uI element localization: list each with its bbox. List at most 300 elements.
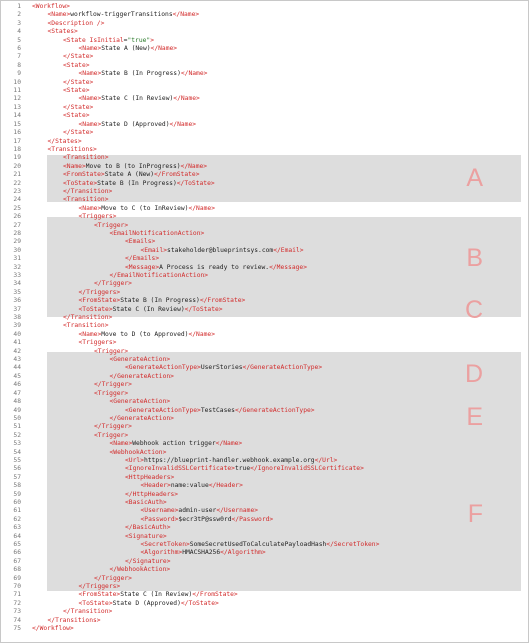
line-number: 49 [13, 406, 21, 414]
code-text [110, 440, 243, 448]
xml-tag: <Username> [140, 507, 179, 515]
code-text [125, 465, 364, 473]
xml-tag: <Name> [63, 162, 86, 170]
highlight-label-e: E [466, 403, 483, 431]
xml-text: State A (New) [101, 45, 151, 53]
code-text [63, 196, 109, 204]
code-line [1, 432, 528, 440]
xml-text: Move to D (to Approved) [101, 330, 189, 338]
xml-tag: </IgnoreInvalidSSLCertificate> [250, 465, 364, 473]
xml-text: admin-user [178, 507, 217, 515]
xml-tag: <GenerateActionType> [125, 364, 201, 372]
code-line [1, 322, 528, 330]
code-line [1, 356, 528, 364]
line-number: 14 [13, 112, 21, 120]
xml-tag: <Algorithm> [140, 549, 183, 557]
line-number: 28 [13, 229, 21, 237]
code-text [63, 112, 90, 120]
line-number: 55 [13, 456, 21, 464]
line-number: 69 [13, 574, 21, 582]
line-number: 21 [13, 171, 21, 179]
code-text [125, 364, 322, 372]
xml-tag: <Password> [140, 515, 179, 523]
code-text [125, 499, 167, 507]
line-number: 7 [17, 53, 21, 61]
code-text [125, 524, 171, 532]
highlight-label-d: D [464, 360, 483, 388]
code-line [1, 213, 528, 221]
code-text [125, 264, 307, 272]
code-line [1, 205, 528, 213]
code-text [63, 62, 90, 70]
code-text [63, 53, 93, 61]
xml-text: State B (In Progress) [120, 297, 200, 305]
code-line [1, 37, 528, 45]
xml-tag: </FromState> [154, 171, 200, 179]
code-text [63, 171, 200, 179]
code-text [141, 482, 243, 490]
line-number: 70 [13, 583, 21, 591]
xml-tag: </Transition> [63, 314, 113, 322]
code-text [125, 255, 159, 263]
xml-tag: </FromState> [199, 297, 246, 305]
xml-tag: </ToState> [180, 599, 219, 607]
xml-tag: </Triggers> [78, 583, 121, 591]
line-number: 42 [13, 347, 21, 355]
line-number: 43 [13, 356, 21, 364]
code-text [79, 45, 178, 53]
line-number: 75 [13, 625, 21, 633]
code-line [1, 95, 528, 103]
xml-text: stakeholder@blueprintsys.com [167, 246, 274, 254]
code-text [141, 541, 380, 549]
line-number: 39 [13, 322, 21, 330]
line-number: 45 [13, 372, 21, 380]
code-text [63, 104, 93, 112]
code-text [79, 205, 216, 213]
xml-tag: <FromState> [63, 171, 105, 179]
xml-tag: <Emails> [125, 238, 156, 246]
code-line [1, 339, 528, 347]
highlight-label-a: A [466, 164, 483, 192]
xml-tag: <Description /> [47, 19, 105, 27]
code-line [1, 499, 528, 507]
code-line [1, 381, 528, 389]
code-text [110, 449, 167, 457]
code-line [1, 449, 528, 457]
line-number: 59 [13, 490, 21, 498]
code-line [1, 457, 528, 465]
xml-tag: </GenerateActionType> [234, 406, 315, 414]
highlight-label-c: C [464, 296, 483, 324]
code-line [1, 491, 528, 499]
code-line [1, 230, 528, 238]
code-text [141, 507, 259, 515]
line-number: 63 [13, 524, 21, 532]
code-text [94, 423, 132, 431]
line-number: 1 [17, 3, 21, 10]
code-text [110, 566, 171, 574]
code-text [94, 348, 128, 356]
code-text [79, 339, 117, 347]
line-number: 12 [13, 95, 21, 103]
code-text [63, 322, 109, 330]
code-line [1, 575, 528, 583]
code-line [1, 331, 528, 339]
code-text [63, 163, 207, 171]
code-line [1, 3, 528, 11]
line-number: 62 [13, 515, 21, 523]
code-text [110, 230, 205, 238]
code-text [63, 79, 93, 87]
xml-tag: <Triggers> [78, 213, 117, 221]
xml-text: State C (In Review) [101, 95, 174, 103]
xml-tag: </SecretToken> [326, 541, 380, 548]
code-text [141, 247, 304, 255]
code-text [48, 11, 200, 19]
code-text [110, 272, 209, 280]
line-number: 33 [13, 272, 21, 279]
code-line [1, 297, 528, 305]
xml-text: https://blueprint-handler.webhook.example.org [143, 456, 315, 464]
line-number: 35 [13, 288, 21, 296]
line-number: 72 [13, 599, 21, 607]
code-line [1, 474, 528, 482]
code-line [1, 558, 528, 566]
line-number: 50 [13, 414, 21, 422]
xml-tag: <Name> [78, 120, 102, 128]
code-line [1, 583, 528, 591]
code-line [1, 625, 528, 633]
line-number: 44 [13, 364, 21, 372]
xml-tag: <Trigger> [94, 347, 129, 355]
code-line [1, 348, 528, 356]
code-line [1, 373, 528, 381]
code-text [48, 20, 105, 28]
xml-tag: </Message> [269, 263, 307, 271]
highlight-label-f: F [467, 500, 483, 528]
code-line [1, 423, 528, 431]
xml-tag: </GenerateActionType> [242, 364, 323, 372]
xml-tag: </HttpHeaders> [125, 490, 179, 498]
line-number: 23 [13, 187, 21, 195]
xml-tag: <Header> [140, 482, 171, 490]
line-number: 32 [13, 263, 21, 271]
xml-tag: <Transition> [63, 154, 109, 162]
code-line [1, 617, 528, 625]
xml-tag: </State> [63, 129, 94, 137]
xml-tag: </Transition> [63, 187, 113, 195]
line-number: 53 [13, 440, 21, 448]
line-number: 38 [13, 314, 21, 322]
line-number: 9 [17, 70, 21, 78]
code-text [63, 87, 90, 95]
code-text [110, 356, 171, 364]
code-line [1, 482, 528, 490]
code-line [1, 146, 528, 154]
line-number: 51 [13, 423, 21, 431]
line-number: 31 [13, 255, 21, 263]
xml-tag: <ToState> [63, 179, 98, 187]
code-text [79, 95, 200, 103]
xml-tag: </EmailNotificationAction> [109, 272, 209, 279]
code-line [1, 398, 528, 406]
xml-tag: </Transition> [63, 608, 113, 616]
xml-text: = [123, 36, 128, 44]
code-text [141, 549, 266, 557]
line-number: 22 [13, 179, 21, 187]
code-text [63, 180, 215, 188]
xml-tag: </Email> [273, 246, 304, 254]
code-text [32, 625, 74, 633]
code-text [63, 608, 112, 616]
xml-tag: <Name> [78, 95, 102, 103]
xml-tag: <State> [63, 87, 90, 95]
line-number: 6 [17, 45, 21, 53]
xml-tag: <EmailNotificationAction> [109, 229, 205, 237]
xml-text: State A (New) [104, 171, 154, 179]
line-number: 3 [17, 19, 21, 27]
code-text [63, 37, 154, 45]
code-line [1, 516, 528, 524]
line-number: 58 [13, 482, 21, 490]
code-line [1, 138, 528, 146]
xml-tag: <Name> [78, 45, 102, 53]
line-number: 48 [13, 398, 21, 406]
xml-tag: <Trigger> [94, 389, 129, 397]
code-text [125, 474, 174, 482]
line-number: 20 [13, 162, 21, 170]
code-text [79, 213, 117, 221]
xml-text: State C (In Review) [112, 305, 185, 313]
code-line [1, 415, 528, 423]
code-line [1, 70, 528, 78]
code-line [1, 196, 528, 204]
xml-text: HMACSHA256 [182, 549, 221, 557]
code-text [79, 591, 238, 599]
xml-tag: </Name> [169, 120, 197, 128]
code-text [94, 222, 128, 230]
line-number: 25 [13, 204, 21, 212]
xml-text: Move to B (to InProgress) [85, 162, 181, 170]
code-line [1, 407, 528, 415]
code-line [1, 163, 528, 171]
xml-tag: <Name> [109, 440, 133, 448]
line-number: 60 [13, 498, 21, 506]
line-number: 54 [13, 448, 21, 456]
line-number: 64 [13, 532, 21, 540]
code-line [1, 104, 528, 112]
line-number: 2 [17, 11, 21, 19]
line-number: 34 [13, 280, 21, 288]
xml-tag: </Algorithm> [220, 549, 266, 557]
code-line [1, 171, 528, 179]
xml-tag: </ToState> [176, 179, 215, 187]
xml-tag: <Name> [78, 204, 102, 212]
code-text [48, 146, 97, 154]
code-text [110, 373, 174, 381]
xml-tag: <GenerateActionType> [125, 406, 201, 414]
code-text [79, 70, 208, 78]
xml-tag: <HttpHeaders> [125, 473, 175, 481]
code-text [94, 381, 132, 389]
code-text [63, 129, 93, 137]
code-line [1, 20, 528, 28]
xml-tag: </BasicAuth> [125, 524, 171, 532]
line-number: 68 [13, 566, 21, 574]
xml-tag: </Header> [208, 482, 243, 490]
line-number: 37 [13, 305, 21, 313]
code-text [110, 398, 171, 406]
code-line [1, 280, 528, 288]
xml-tag: <ToState> [78, 599, 113, 607]
xml-tag: <States> [47, 28, 78, 36]
code-text [63, 314, 112, 322]
xml-text: UserStories [200, 364, 243, 372]
xml-tag: <Signature> [125, 532, 167, 540]
code-line [1, 62, 528, 70]
code-text [125, 457, 337, 465]
xml-tag: </State> [63, 78, 94, 86]
xml-tag: <BasicAuth> [125, 498, 167, 506]
xml-tag: </Emails> [125, 255, 160, 263]
line-number: 73 [13, 608, 21, 616]
code-line [1, 549, 528, 557]
xml-tag: <ToState> [78, 305, 113, 313]
code-line [1, 289, 528, 297]
xml-tag: </Name> [188, 204, 215, 212]
xml-tag: <Workflow> [32, 3, 70, 10]
line-number: 61 [13, 507, 21, 515]
code-text [32, 3, 70, 11]
code-line [1, 465, 528, 473]
xml-tag: </Trigger> [94, 423, 132, 431]
xml-text: State B (In Progress) [101, 70, 181, 78]
code-text [48, 617, 101, 625]
xml-tag: <Name> [47, 11, 71, 19]
code-line [1, 222, 528, 230]
line-number: 17 [13, 137, 21, 145]
code-text [79, 289, 121, 297]
code-text [94, 280, 132, 288]
code-line [1, 566, 528, 574]
line-number: 41 [13, 339, 21, 347]
line-number: 18 [13, 145, 21, 153]
code-line [1, 264, 528, 272]
code-line [1, 306, 528, 314]
xml-text: Move to C (to InReview) [101, 204, 189, 212]
code-line [1, 53, 528, 61]
line-number: 16 [13, 129, 21, 137]
xml-tag: <Trigger> [94, 431, 129, 439]
code-text [125, 533, 167, 541]
line-number: 11 [13, 87, 21, 95]
line-number: 26 [13, 213, 21, 221]
code-text [63, 188, 112, 196]
code-line [1, 600, 528, 608]
xml-tag: <Message> [125, 263, 160, 271]
xml-tag: </Url> [314, 456, 338, 464]
xml-tag: <FromState> [78, 297, 121, 305]
code-line [1, 188, 528, 196]
xml-text: Webhook action trigger [132, 440, 216, 448]
code-text [125, 491, 178, 499]
code-text [79, 121, 197, 129]
xml-tag: </ToState> [184, 305, 223, 313]
line-number: 5 [17, 36, 21, 44]
code-text [79, 331, 216, 339]
line-number: 8 [17, 61, 21, 69]
code-line [1, 121, 528, 129]
xml-text: SomeSecretUsedToCalculatePayloadHash [189, 541, 327, 548]
xml-text: A Process is ready to review. [159, 263, 270, 271]
code-text [79, 297, 246, 305]
line-number: 71 [13, 591, 21, 599]
line-number: 74 [13, 616, 21, 624]
xml-tag: </Name> [172, 11, 200, 19]
xml-tag: </Trigger> [94, 381, 132, 389]
xml-tag: <FromState> [78, 591, 121, 599]
code-text [79, 583, 121, 591]
xml-text: State C (In Review) [120, 591, 193, 599]
xml-tag: <Transition> [63, 322, 109, 330]
xml-attribute-value: "true" [127, 36, 151, 44]
code-text [48, 28, 78, 36]
line-number: 56 [13, 465, 21, 473]
line-number: 46 [13, 381, 21, 389]
xml-tag: <WebhookAction> [109, 448, 167, 456]
code-line [1, 79, 528, 87]
line-number: 52 [13, 431, 21, 439]
line-number: 57 [13, 473, 21, 481]
xml-tag: <State [63, 36, 90, 44]
code-text [94, 390, 128, 398]
code-line [1, 255, 528, 263]
line-number: 4 [17, 28, 21, 36]
code-line [1, 45, 528, 53]
xml-attribute: IsInitial [89, 36, 124, 44]
code-text [63, 154, 109, 162]
xml-tag: <IgnoreInvalidSSLCertificate> [125, 465, 235, 473]
line-number: 24 [13, 196, 21, 204]
xml-tag: <SecretToken> [140, 541, 190, 548]
xml-tag: </Workflow> [32, 625, 74, 633]
line-number: 30 [13, 246, 21, 254]
xml-tag: </Trigger> [94, 280, 132, 288]
xml-tag: </GenerateAction> [109, 414, 174, 422]
code-text [125, 558, 171, 566]
code-line [1, 154, 528, 162]
code-text [79, 600, 219, 608]
code-line [1, 11, 528, 19]
code-line [1, 440, 528, 448]
line-number: 40 [13, 330, 21, 338]
code-line [1, 238, 528, 246]
code-text [125, 407, 315, 415]
code-text [94, 432, 128, 440]
xml-tag: </Name> [180, 162, 208, 170]
xml-text: State D (Approved) [112, 599, 181, 607]
code-line [1, 591, 528, 599]
line-number: 10 [13, 78, 21, 86]
xml-tag: </GenerateAction> [109, 372, 174, 380]
xml-tag: <Name> [78, 330, 102, 338]
line-number: 47 [13, 389, 21, 397]
code-lines [1, 3, 528, 633]
highlight-label-b: B [466, 244, 483, 272]
xml-tag: </Transitions> [47, 616, 101, 624]
line-number: 27 [13, 221, 21, 229]
